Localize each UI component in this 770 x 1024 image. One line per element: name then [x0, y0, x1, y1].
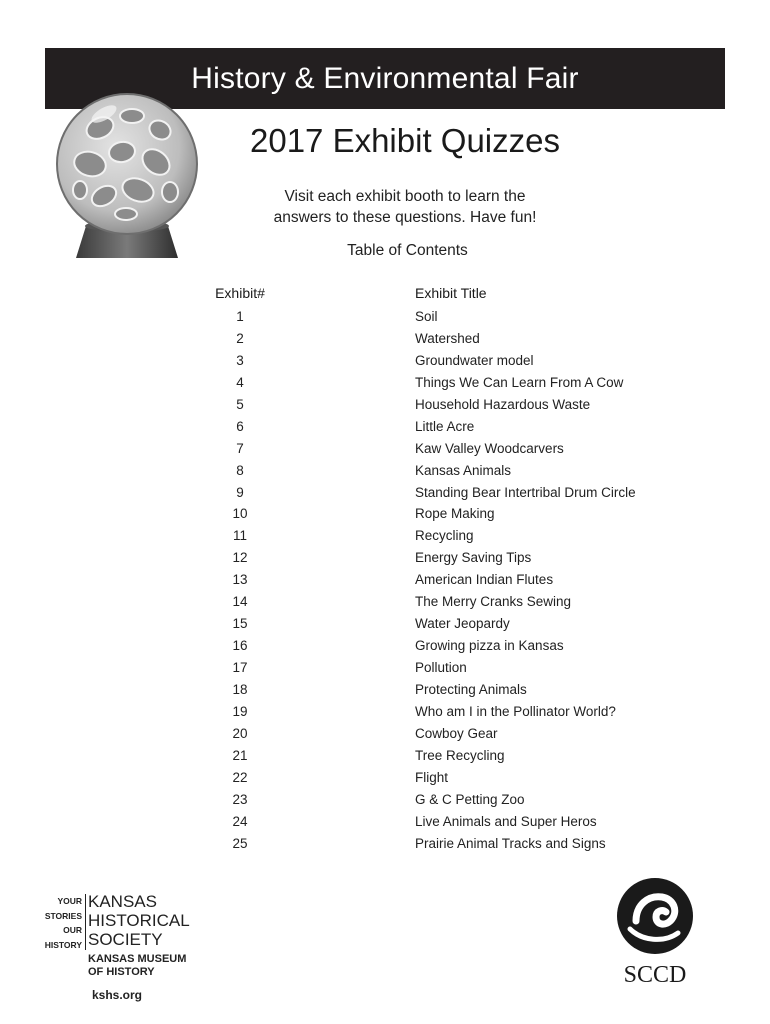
exhibit-title: Tree Recycling [415, 747, 505, 763]
ks-tagline-line: HISTORY [44, 939, 82, 950]
exhibit-number: 13 [232, 572, 248, 588]
table-row [0, 483, 770, 505]
exhibit-number: 5 [236, 396, 244, 412]
table-row [0, 417, 770, 439]
exhibit-title: Kansas Animals [415, 462, 512, 478]
exhibit-number: 15 [232, 616, 248, 632]
exhibit-title: Live Animals and Super Heros [415, 813, 597, 829]
exhibit-title: Protecting Animals [415, 681, 527, 697]
exhibit-number: 10 [232, 506, 248, 522]
exhibit-title: Pollution [415, 660, 467, 675]
exhibit-number: 1 [236, 309, 244, 324]
exhibit-number: 18 [232, 681, 248, 697]
exhibit-title: American Indian Flutes [415, 572, 554, 588]
exhibit-number: 4 [236, 374, 244, 390]
exhibit-title: Recycling [415, 528, 474, 544]
intro-line-1: Visit each exhibit booth to learn the [284, 188, 526, 205]
exhibit-number: 25 [232, 835, 248, 851]
exhibit-title: Kaw Valley Woodcarvers [415, 440, 564, 456]
exhibit-number: 23 [232, 791, 248, 807]
exhibit-number: 24 [232, 813, 248, 829]
toc-list [0, 307, 770, 855]
table-row [0, 702, 770, 724]
exhibit-title: Little Acre [415, 418, 475, 434]
exhibit-title: Standing Bear Intertribal Drum Circle [415, 484, 636, 500]
exhibit-number: 16 [232, 638, 248, 654]
intro-line-2: answers to these questions. Have fun! [273, 209, 537, 226]
table-row [0, 504, 770, 526]
ks-name-line: SOCIETY [88, 930, 163, 949]
exhibit-title: Who am I in the Pollinator World? [415, 703, 616, 719]
snow-globe-icon [52, 86, 202, 261]
page-title: 2017 Exhibit Quizzes [249, 122, 560, 159]
column-header-exhibit-number: Exhibit# [215, 285, 265, 301]
table-row [0, 614, 770, 636]
table-row [0, 526, 770, 548]
exhibit-number: 14 [232, 594, 248, 610]
exhibit-number: 12 [232, 550, 248, 566]
ks-museum [88, 953, 186, 979]
exhibit-number: 11 [232, 528, 247, 544]
kansas-historical-society-logo [40, 892, 240, 1012]
ks-name-line: KANSAS [88, 892, 157, 911]
exhibit-number: 2 [236, 330, 244, 346]
toc-heading: Table of Contents [347, 242, 468, 259]
table-row [0, 461, 770, 483]
exhibit-title: Water Jeopardy [415, 616, 510, 632]
exhibit-title: Things We Can Learn From A Cow [415, 374, 624, 390]
exhibit-title: The Merry Cranks Sewing [415, 594, 572, 610]
table-row [0, 812, 770, 834]
exhibit-title: Flight [415, 769, 449, 785]
scc-swirl-logo-icon [616, 877, 694, 955]
scc-logo-text: SCCD [623, 962, 687, 988]
exhibit-number: 17 [232, 660, 248, 675]
table-row [0, 351, 770, 373]
ks-tagline-line: YOUR [57, 896, 82, 906]
table-row [0, 658, 770, 680]
exhibit-number: 8 [236, 462, 244, 478]
table-row [0, 373, 770, 395]
exhibit-title: Groundwater model [415, 352, 534, 368]
table-row [0, 439, 770, 461]
exhibit-number: 7 [236, 440, 244, 456]
exhibit-number: 9 [236, 484, 244, 500]
ks-divider [85, 894, 86, 950]
exhibit-title: Watershed [415, 330, 480, 346]
ks-museum-line: KANSAS MUSEUM [88, 953, 187, 965]
table-row [0, 329, 770, 351]
table-row [0, 680, 770, 702]
exhibit-title: Soil [415, 309, 438, 324]
exhibit-number: 3 [236, 352, 244, 368]
ks-name [88, 892, 190, 949]
exhibit-title: Growing pizza in Kansas [415, 638, 564, 654]
exhibit-number: 19 [232, 703, 248, 719]
exhibit-title: G & C Petting Zoo [415, 791, 525, 807]
exhibit-number: 6 [236, 418, 244, 434]
header-title: History & Environmental Fair [191, 61, 579, 95]
intro-text [0, 186, 770, 228]
exhibit-number: 20 [232, 725, 248, 741]
exhibit-title: Household Hazardous Waste [415, 396, 591, 412]
table-row [0, 724, 770, 746]
table-row [0, 592, 770, 614]
exhibit-title: Rope Making [415, 506, 495, 522]
ks-museum-line: OF HISTORY [88, 966, 155, 978]
table-row [0, 395, 770, 417]
ks-tagline-line: STORIES [44, 910, 82, 921]
ks-tagline-line: OUR [63, 925, 82, 935]
table-row [0, 790, 770, 812]
exhibit-title: Prairie Animal Tracks and Signs [415, 835, 606, 851]
table-row [0, 548, 770, 570]
column-header-exhibit-title: Exhibit Title [415, 285, 487, 301]
ks-tagline [40, 894, 82, 952]
table-row [0, 768, 770, 790]
exhibit-title: Cowboy Gear [415, 725, 498, 741]
exhibit-number: 21 [232, 747, 248, 763]
exhibit-number: 22 [232, 769, 248, 785]
table-row [0, 746, 770, 768]
table-row [0, 570, 770, 592]
exhibit-title: Energy Saving Tips [415, 550, 532, 566]
table-row [0, 307, 770, 329]
ks-name-line: HISTORICAL [88, 911, 190, 930]
ks-url: kshs.org [92, 988, 143, 1002]
table-row [0, 636, 770, 658]
table-row [0, 834, 770, 856]
